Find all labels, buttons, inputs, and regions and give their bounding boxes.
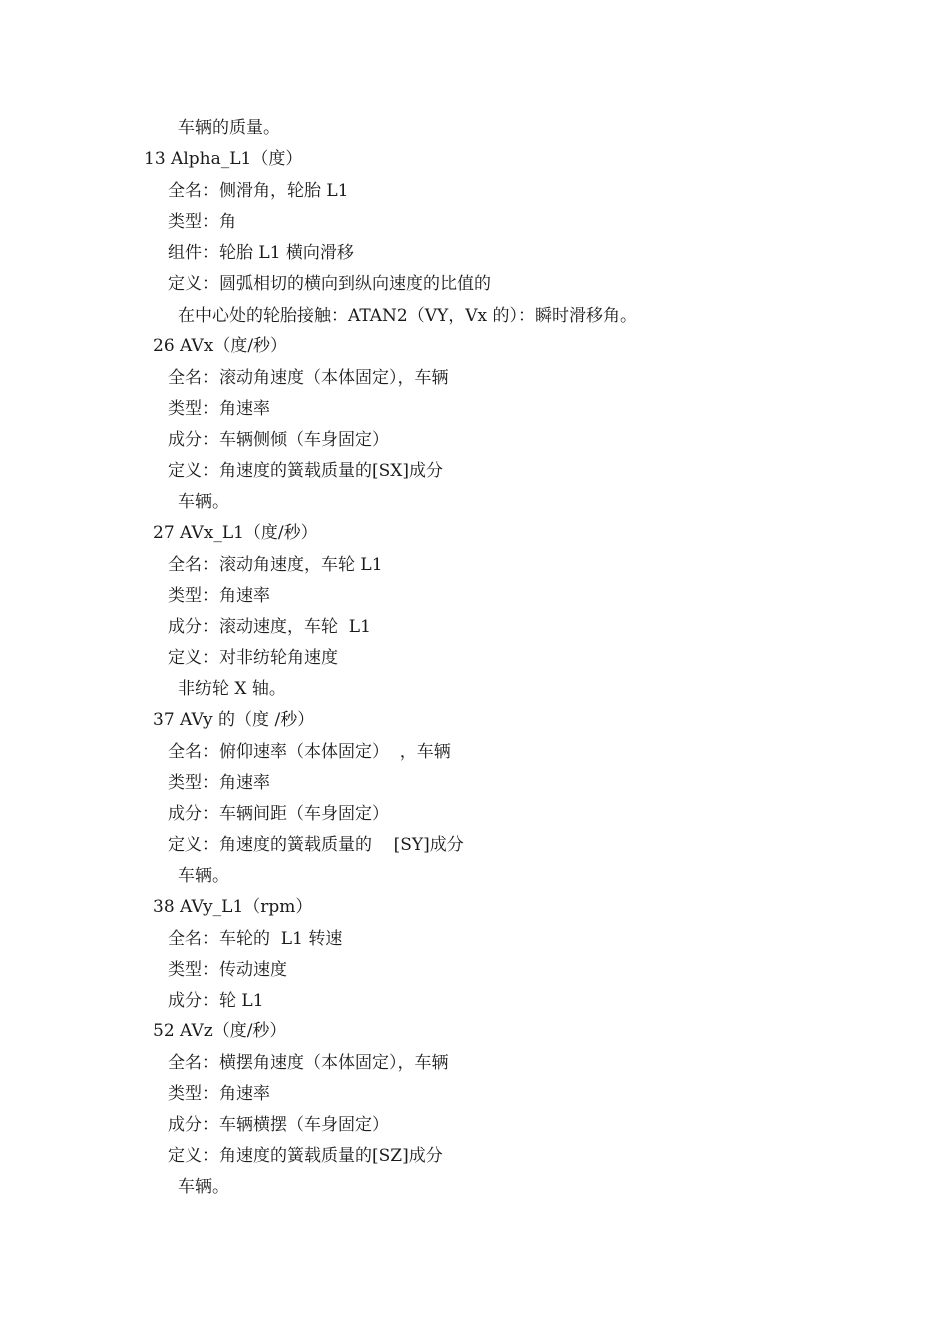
field-full-name: 全名：车轮的 L1 转速 bbox=[168, 929, 343, 949]
field-component: 成分：车辆横摆（车身固定） bbox=[168, 1115, 389, 1135]
field-component: 成分：车辆间距（车身固定） bbox=[168, 804, 389, 824]
field-type: 类型：角速率 bbox=[168, 773, 270, 793]
field-full-name: 全名：俯仰速率（本体固定） ，车辆 bbox=[168, 742, 451, 762]
field-full-name: 全名：侧滑角，轮胎 L1 bbox=[168, 181, 349, 201]
field-full-name: 全名：滚动角速度，车轮 L1 bbox=[168, 555, 383, 575]
field-type: 类型：角速率 bbox=[168, 1084, 270, 1104]
field-type: 类型：角速率 bbox=[168, 399, 270, 419]
field-definition: 定义：角速度的簧载质量的[SZ]成分 bbox=[168, 1146, 443, 1166]
continuation-line: 车辆的质量。 bbox=[178, 118, 280, 138]
definition-continuation: 车辆。 bbox=[178, 1177, 229, 1197]
field-full-name: 全名：横摆角速度（本体固定），车辆 bbox=[168, 1053, 449, 1073]
entry-heading-avx-l1: 27 AVx_L1（度/秒） bbox=[153, 523, 318, 543]
field-component: 组件：轮胎 L1 横向滑移 bbox=[168, 243, 354, 263]
field-definition: 定义：角速度的簧载质量的[SX]成分 bbox=[168, 461, 444, 481]
definition-continuation: 在中心处的轮胎接触：ATAN2（VY，Vx 的）：瞬时滑移角。 bbox=[178, 306, 637, 326]
entry-heading-avy: 37 AVy 的（度 /秒） bbox=[153, 710, 315, 730]
entry-heading-avz: 52 AVz（度/秒） bbox=[153, 1021, 287, 1041]
field-component: 成分：轮 L1 bbox=[168, 991, 264, 1011]
field-definition: 定义：角速度的簧载质量的 [SY]成分 bbox=[168, 835, 464, 855]
definition-continuation: 车辆。 bbox=[178, 492, 229, 512]
field-component: 成分：滚动速度，车轮 L1 bbox=[168, 617, 371, 637]
entry-heading-alpha-l1: 13 Alpha_L1（度） bbox=[144, 149, 303, 169]
field-type: 类型：角 bbox=[168, 212, 236, 232]
field-definition: 定义：对非纺轮角速度 bbox=[168, 648, 338, 668]
field-definition: 定义：圆弧相切的横向到纵向速度的比值的 bbox=[168, 274, 491, 294]
entry-heading-avx: 26 AVx（度/秒） bbox=[153, 336, 288, 356]
field-component: 成分：车辆侧倾（车身固定） bbox=[168, 430, 389, 450]
field-type: 类型：角速率 bbox=[168, 586, 270, 606]
entry-heading-avy-l1: 38 AVy_L1（rpm） bbox=[153, 897, 313, 917]
definition-continuation: 非纺轮 X 轴。 bbox=[178, 679, 286, 699]
field-full-name: 全名：滚动角速度（本体固定），车辆 bbox=[168, 368, 449, 388]
definition-continuation: 车辆。 bbox=[178, 866, 229, 886]
field-type: 类型：传动速度 bbox=[168, 960, 287, 980]
